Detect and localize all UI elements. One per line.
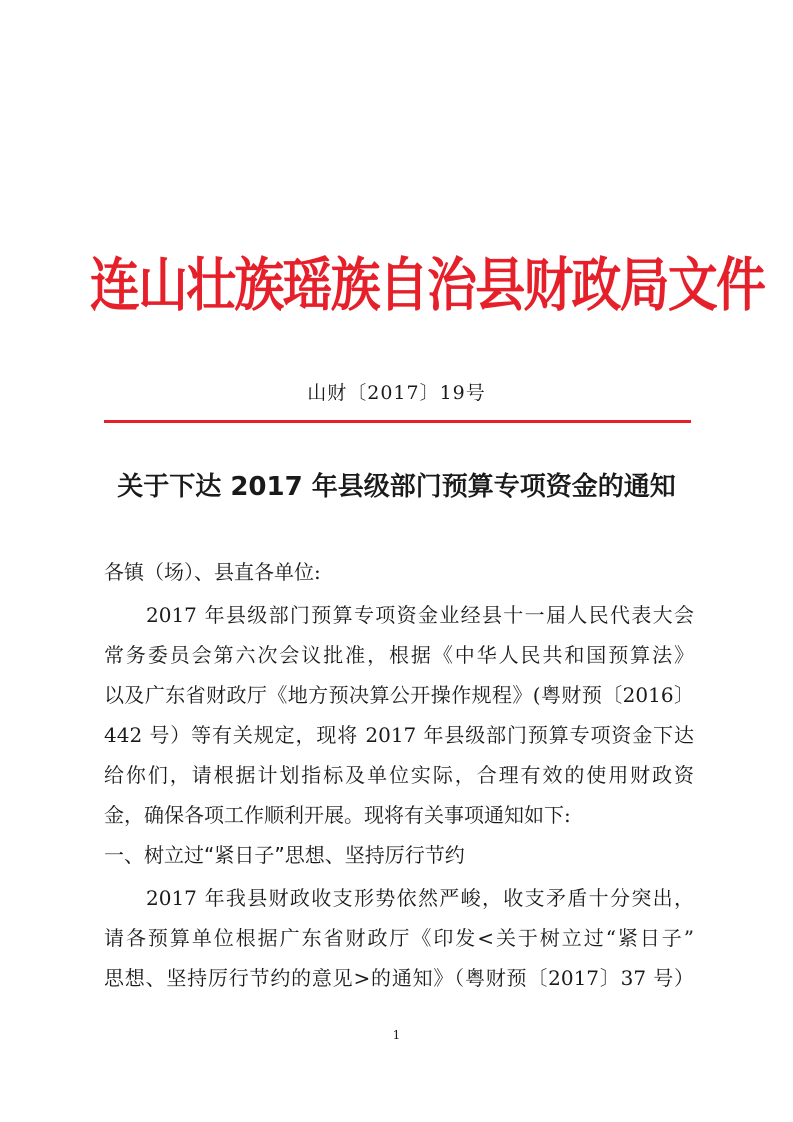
- paragraph-1-line: 442 号）等有关规定，现将 2017 年县级部门预算专项资金下达: [104, 723, 694, 747]
- paragraph-2-line: 2017 年我县财政收支形势依然严峻，收支矛盾十分突出，: [146, 886, 694, 910]
- paragraph-2-line: 思想、坚持厉行节约的意见>的通知》（粤财预〔2017〕37 号）: [104, 966, 694, 990]
- header-divider-rule: [104, 420, 691, 423]
- paragraph-1-line: 2017 年县级部门预算专项资金业经县十一届人民代表大会: [146, 603, 694, 627]
- document-number: 山财〔2017〕19号: [307, 382, 486, 404]
- paragraph-2-line: 请各预算单位根据广东省财政厅《印发<关于树立过“紧日子”: [104, 926, 694, 950]
- notice-title: 关于下达 2017 年县级部门预算专项资金的通知: [117, 472, 676, 502]
- paragraph-1-line: 给你们，请根据计划指标及单位实际，合理有效的使用财政资: [104, 763, 694, 787]
- section-1-heading: 一、树立过“紧日子”思想、坚持厉行节约: [104, 843, 465, 867]
- paragraph-1-line: 金，确保各项工作顺利开展。现将有关事项通知如下:: [104, 803, 571, 827]
- paragraph-1-line: 常务委员会第六次会议批准，根据《中华人民共和国预算法》: [104, 643, 694, 667]
- paragraph-1-line: 以及广东省财政厅《地方预决算公开操作规程》(粤财预〔2016〕: [104, 683, 694, 707]
- page-number: 1: [392, 1028, 401, 1042]
- salutation: 各镇（场）、县直各单位:: [104, 560, 321, 584]
- document-header-title: 连山壮族瑶族自治县财政局文件: [89, 251, 765, 319]
